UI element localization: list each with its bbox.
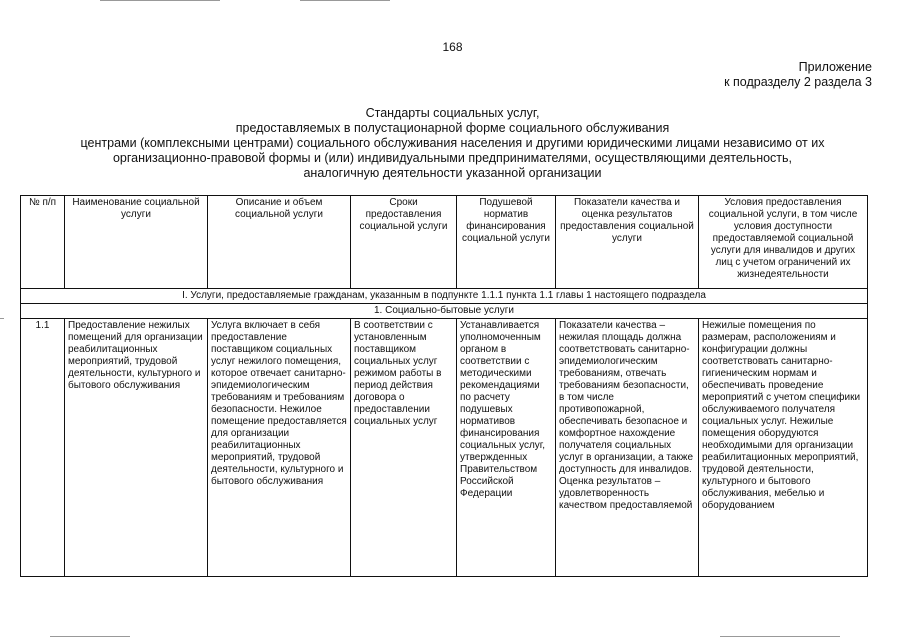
section-row <box>21 289 868 304</box>
cell-service-name: Предоставление нежилых помещений для организации реабилитационных мероприятий, трудовой деятельности, культурного и бытового обслуживания <box>65 319 208 577</box>
table-header-row <box>21 196 868 289</box>
cell-financing: Устанавливается уполномоченным органом в соответствии с методическими рекомендациями по расчету подушевых нормативов финансирования социальных услуг, утвержденных Правительством Российской Федерации <box>457 319 556 577</box>
title-line: центрами (комплексными центрами) социального обслуживания населения и другими юридическими лицами независимо от их <box>80 136 825 150</box>
header-conditions: Условия предоставления социальной услуги, в том числе условия доступности предоставляемой социальной услуги для инвалидов и других лиц с учетом ограничений их жизнедеятельности <box>699 196 868 289</box>
cell-terms: В соответствии с установленным поставщиком социальных услуг режимом работы в период действия договора о предоставлении социальных услуг <box>351 319 457 577</box>
scan-border-bottom-right <box>720 636 840 637</box>
section-title: I. Услуги, предоставляемые гражданам, указанным в подпункте 1.1.1 пункта 1.1 главы 1 настоящего подраздела <box>21 289 868 304</box>
table-row <box>21 319 868 577</box>
cell-quality: Показатели качества – нежилая площадь должна соответствовать санитарно-эпидемиологическим требованиям, отвечать требованиям безопасности, в том числе противопожарной, обеспечивать безопасное и комфортное нахождение получателя социальных услуг в организации, а также доступность для инвалидов. Оценка результатов – удовлетворенность качеством предоставляемой <box>556 319 699 577</box>
appendix-reference <box>724 60 872 90</box>
title-line: Стандарты социальных услуг, <box>365 106 540 120</box>
cell-conditions: Нежилые помещения по размерам, расположениям и конфигурации должны соответствовать санитарно-гигиеническим нормам и обеспечивать проведение мероприятий с учетом специфики обслуживаемого получателя социальных услуг. Нежилые помещения оборудуются необходимыми для организации реабилитационных мероприятий, трудовой деятельности, культурного и бытового обслуживания, мебелью и оборудованием <box>699 319 868 577</box>
title-line: аналогичную деятельности указанной организации <box>303 166 602 180</box>
subsection-row <box>21 304 868 319</box>
scan-border-left-mark <box>0 318 4 319</box>
scan-border-top-left <box>100 0 220 1</box>
header-description: Описание и объем социальной услуги <box>208 196 351 289</box>
scan-border-bottom-left <box>50 636 130 637</box>
document-title <box>60 106 845 181</box>
cell-number: 1.1 <box>21 319 65 577</box>
subsection-title: 1. Социально-бытовые услуги <box>21 304 868 319</box>
cell-description: Услуга включает в себя предоставление поставщиком социальных услуг нежилого помещения, которое отвечает санитарно-эпидемиологическим требованиям и требованиям безопасности. Нежилое помещение предоставляется для организации реабилитационных мероприятий, трудовой деятельности, культурного и бытового обслуживания <box>208 319 351 577</box>
header-terms: Сроки предоставления социальной услуги <box>351 196 457 289</box>
header-number: № п/п <box>21 196 65 289</box>
title-line: организационно-правовой формы и (или) индивидуальными предпринимателями, осуществляющими деятельность, <box>112 151 793 165</box>
header-financing: Подушевой норматив финансирования социальной услуги <box>457 196 556 289</box>
header-quality: Показатели качества и оценка результатов предоставления социальной услуги <box>556 196 699 289</box>
social-services-standards-table <box>20 195 868 577</box>
header-service-name: Наименование социальной услуги <box>65 196 208 289</box>
appendix-subsection: к подразделу 2 раздела 3 <box>724 75 872 89</box>
appendix-label: Приложение <box>798 60 872 74</box>
title-line: предоставляемых в полустационарной форме социального обслуживания <box>235 121 670 135</box>
page-number: 168 <box>442 40 463 54</box>
scan-border-top-right <box>300 0 390 1</box>
